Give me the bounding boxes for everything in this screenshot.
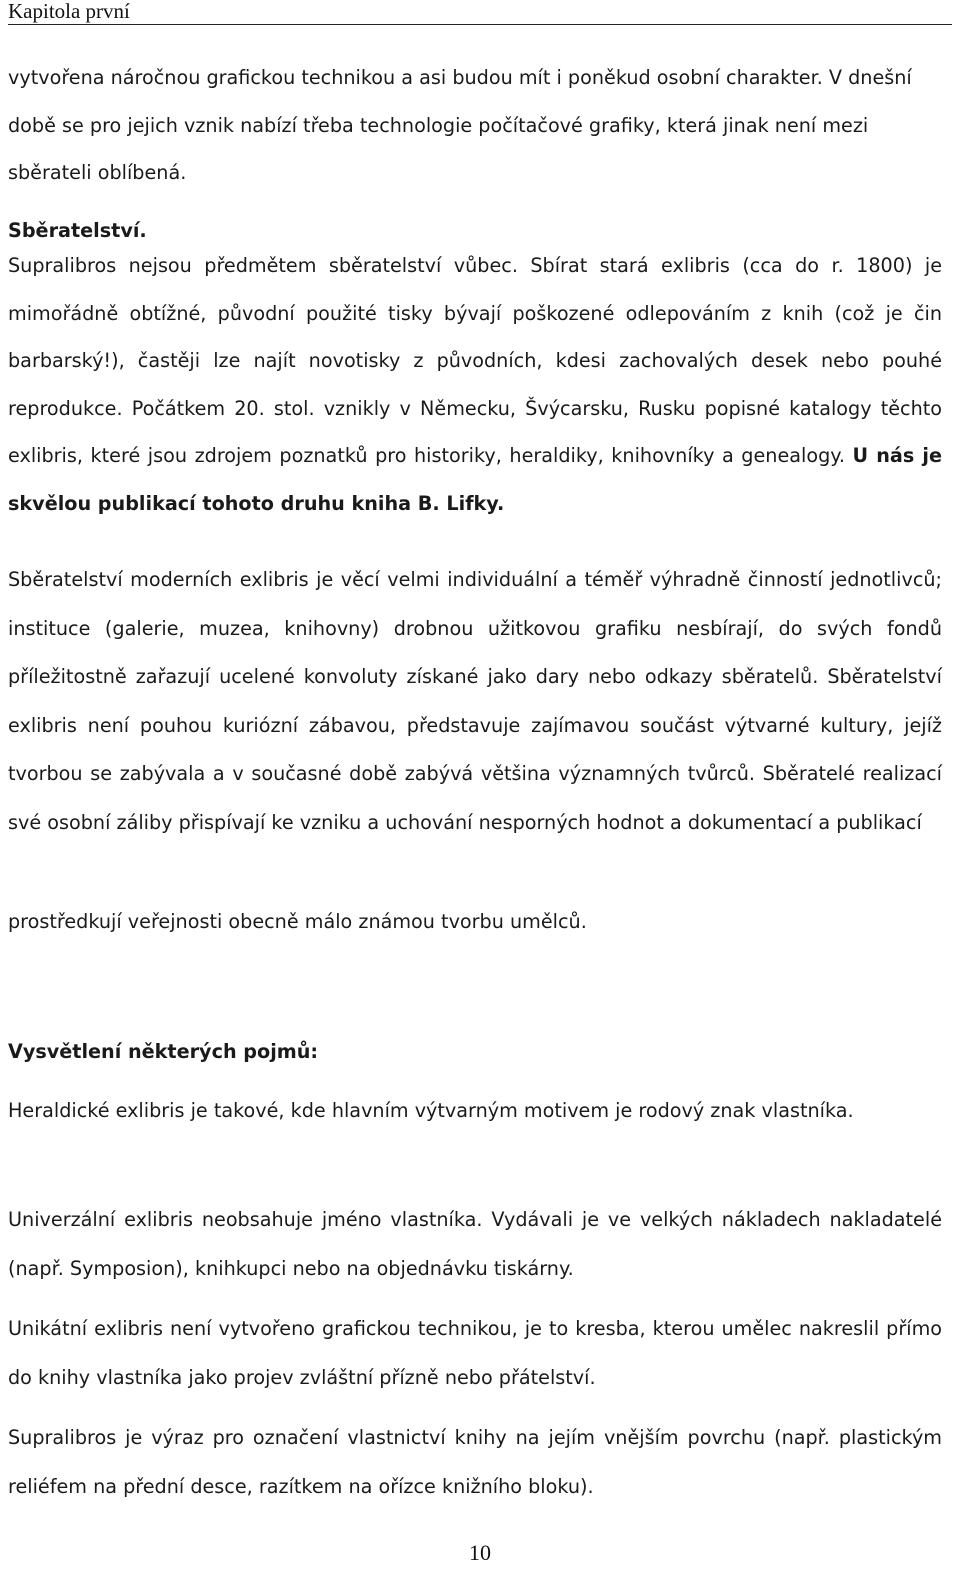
paragraph-supralibros-collecting <box>8 242 942 527</box>
paragraph-text: Supralibros nejsou předmětem sběratelství vůbec. Sbírat stará exlibris (cca do r. 1800) je mimořádně obtížné, původní použité tisky bývají poškozené odlepováním z knih (což je čin barbarský!), častěji lze najít novotisky z původních, kdesi zachovalých desek nebo pouhé reprodukce. Počátkem 20. stol. vznikly v Německu, Švýcarsku, Rusku popisné katalogy těchto exlibris, které jsou zdrojem poznatků pro historiky, heraldiky, knihovníky a genealogy. <box>8 254 942 467</box>
definition-unique: Unikátní exlibris není vytvořeno grafickou technikou, je to kresba, kterou umělec nakreslil přímo do knihy vlastníka jako projev zvláštní přízně nebo přátelství. <box>8 1317 942 1389</box>
section-heading-collecting: Sběratelství. <box>8 219 147 242</box>
definition-heraldic: Heraldické exlibris je takové, kde hlavním výtvarným motivem je rodový znak vlastníka. <box>8 1099 854 1122</box>
running-header <box>8 0 952 25</box>
section-heading-terms: Vysvětlení některých pojmů: <box>8 1040 319 1063</box>
definition-universal: Univerzální exlibris neobsahuje jméno vlastníka. Vydávali je ve velkých nákladech nakladatelé (např. Symposion), knihkupci nebo na objednávku tiskárny. <box>8 1208 942 1280</box>
chapter-title: Kapitola první <box>8 0 130 23</box>
bold-highlight: U nás je skvělou publikací tohoto druhu kniha B. Lifky. <box>8 444 942 515</box>
paragraph-continuation: prostředkují veřejnosti obecně málo známou tvorbu umělců. <box>8 910 587 933</box>
definition-supralibros: Supralibros je výraz pro označení vlastnictví knihy na jejím vnějším povrchu (např. plastickým reliéfem na přední desce, razítkem na ořízce knižního bloku). <box>8 1426 942 1498</box>
paragraph-modern-collecting: Sběratelství moderních exlibris je věcí velmi individuální a téměř výhradně činností jednotlivců; instituce (galerie, muzea, knihovny) drobnou užitkovou grafiku nesbírají, do svých fondů příležitostně zařazují ucelené konvoluty získané jako dary nebo odkazy sběratelů. Sběratelství exlibris není pouhou kuriózní zábavou, představuje zajímavou součást výtvarné kultury, jejíž tvorbou se zabývala a v současné době zabývá většina významných tvůrců. Sběratelé realizací své osobní záliby přispívají ke vzniku a uchování nesporných hodnot a dokumentací a publikací <box>8 568 942 834</box>
paragraph-intro: vytvořena náročnou grafickou technikou a asi budou mít i poněkud osobní charakter. V dnešní době se pro jejich vznik nabízí třeba technologie počítačové grafiky, která jinak není mezi sběrateli oblíbená. <box>8 66 912 184</box>
page-number: 10 <box>469 1540 491 1565</box>
